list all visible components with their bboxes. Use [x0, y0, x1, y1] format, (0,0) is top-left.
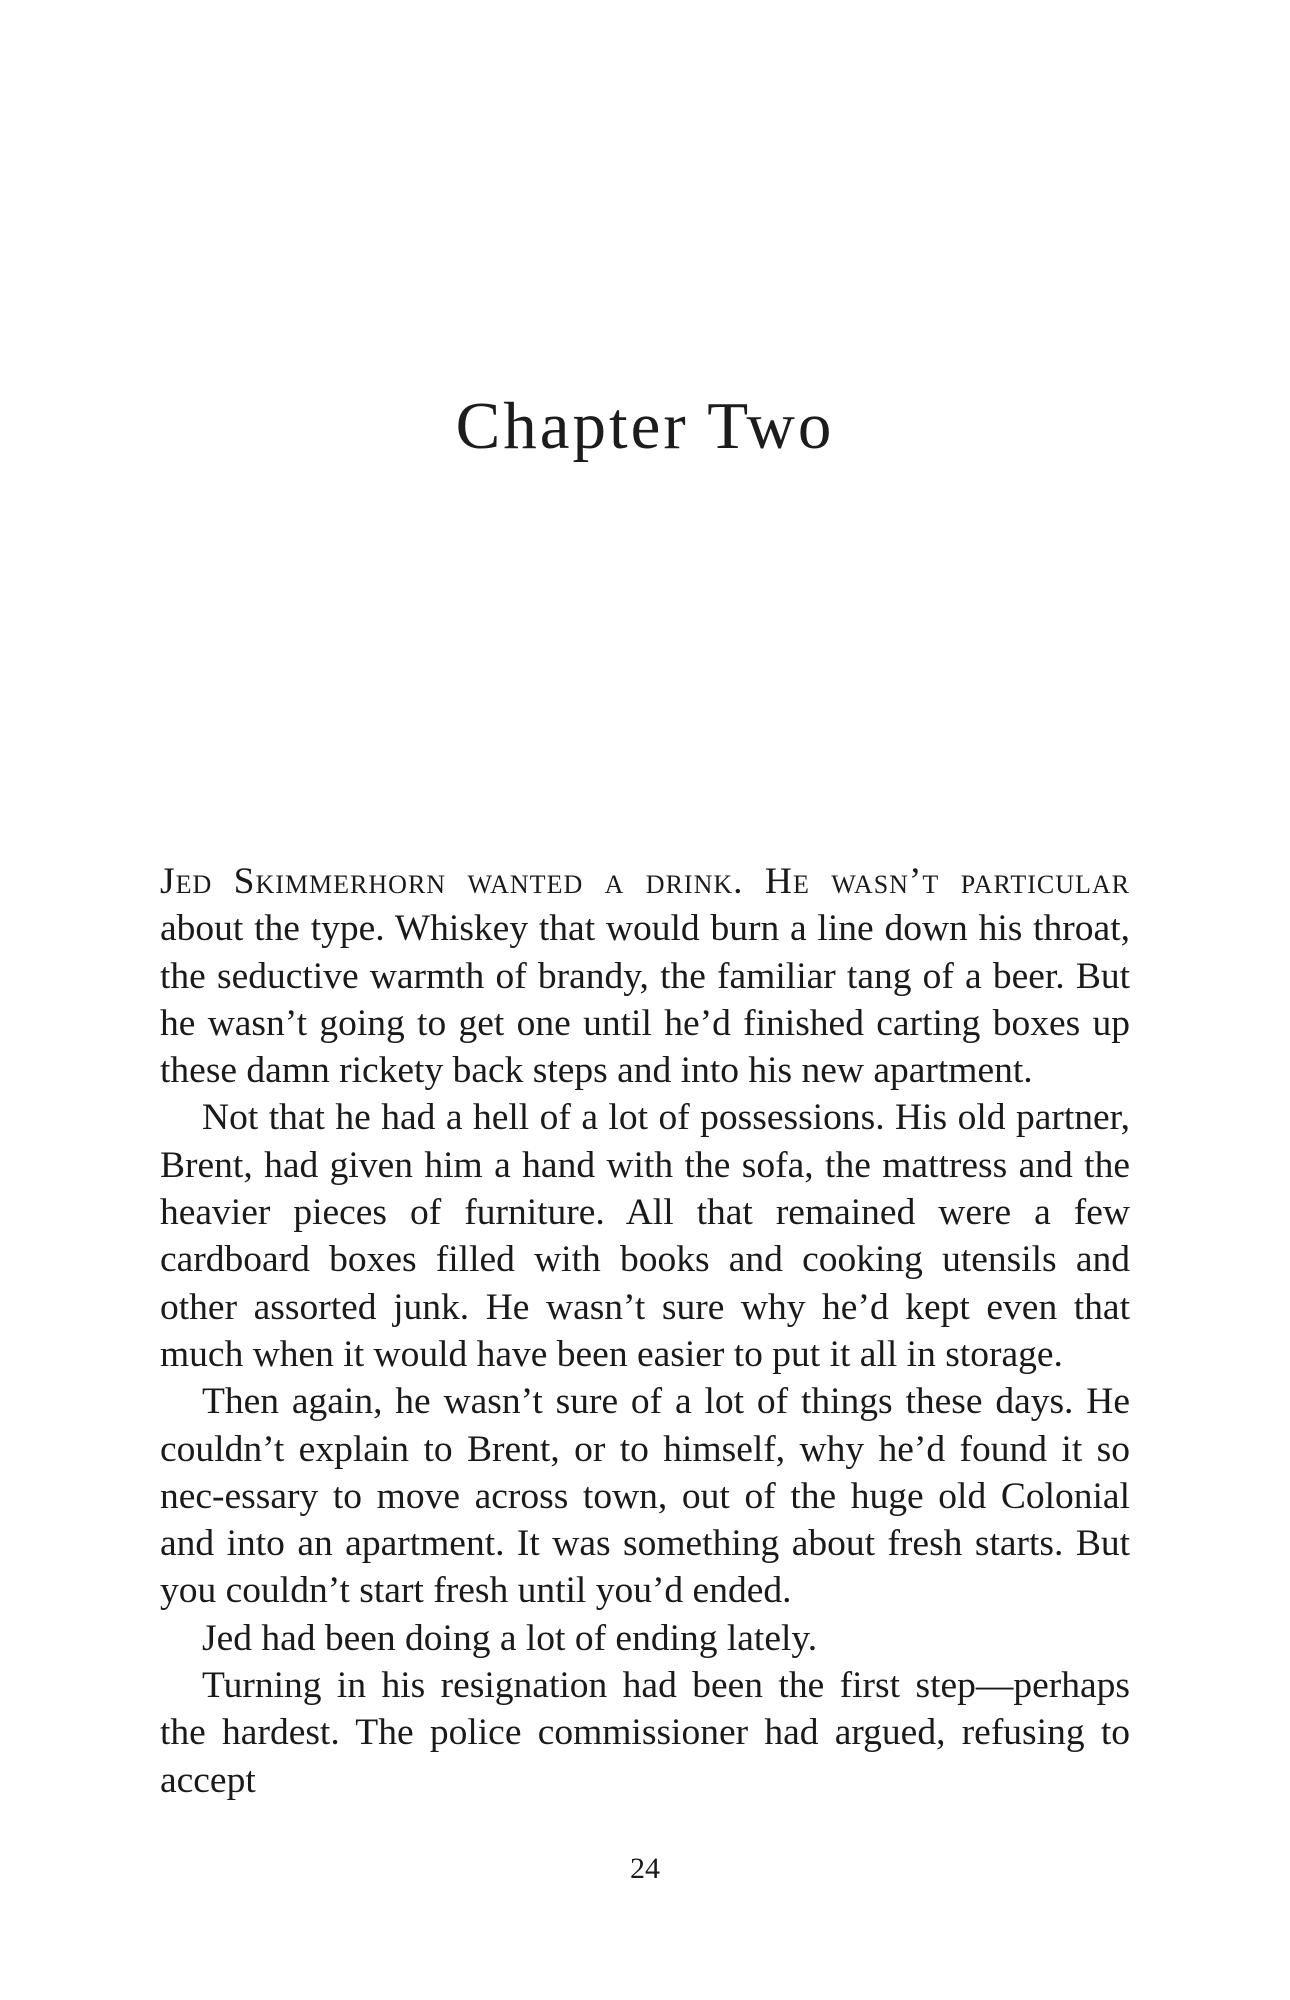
paragraph-1	[160, 858, 1130, 1094]
page-number: 24	[630, 1852, 660, 1885]
paragraph-2: Not that he had a hell of a lot of possessions. His old partner, Brent, had given him a hand with the sofa, the mattress and the heavier pieces of furniture. All that remained were a few cardboard boxes filled with books and cooking utensils and other assorted junk. He wasn’t sure why he’d kept even that much when it would have been easier to put it all in storage.	[160, 1097, 1130, 1375]
paragraph-4: Jed had been doing a lot of ending lately.	[202, 1617, 818, 1659]
lead-in-smallcaps: Jed Skimmerhorn wanted a drink. He wasn’t particular	[160, 861, 1130, 902]
chapter-body	[160, 858, 1130, 1804]
chapter-title: Chapter Two	[455, 389, 835, 463]
paragraph-5: Turning in his resignation had been the first step—perhaps the hardest. The police commissioner had argued, refusing to accept	[160, 1665, 1130, 1801]
paragraph-3: Then again, he wasn’t sure of a lot of things these days. He couldn’t explain to Brent, or to himself, why he’d found it so nec-essary to move across town, out of the huge old Colonial and into an apartment. It was something about fresh starts. But you couldn’t start fresh until you’d ended.	[160, 1381, 1130, 1612]
paragraph-1-text: about the type. Whiskey that would burn a line down his throat, the seductive warmth of brandy, the familiar tang of a beer. But he wasn’t going to get one until he’d finished carting boxes up these damn rickety back steps and into his new apartment.	[160, 908, 1130, 1092]
